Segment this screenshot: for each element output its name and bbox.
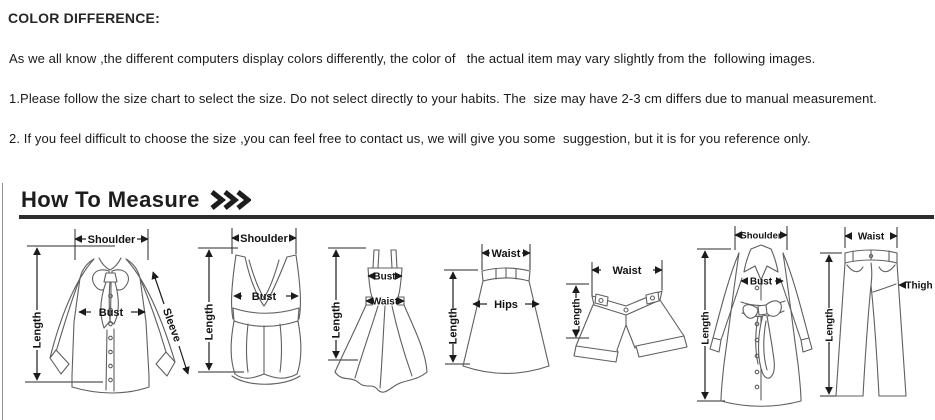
skirt-hips-label: Hips [494,299,518,311]
skirt-panel [440,224,565,412]
shorts-length-label: Length [571,298,583,332]
pants-length-label: Length [824,308,836,342]
dress-length-label: Length [330,301,343,339]
color-note-paragraph: As we all know ,the different computers display colors differently, the color of the actual item may vary slightly from the following images. [9,51,816,66]
blouse-length-label: Length [31,311,44,349]
blouse-diagram [7,224,192,412]
tank-top-diagram [192,224,322,412]
skirt-length-label: Length [447,307,460,345]
dress-panel [322,224,440,412]
tank-top-length-label: Length [203,303,216,341]
tank-top-bust-label: Bust [251,291,277,303]
dress-bust-label: Bust [373,271,396,283]
tank-top-shoulder-label: Shoulder [240,233,288,245]
pants-waist-label: Waist [857,231,885,243]
blouse-shoulder-label: Shoulder [87,234,136,246]
page-title: COLOR DIFFERENCE: [8,10,160,26]
garment-diagrams [3,224,934,412]
shorts-waist-label: Waist [612,265,642,277]
pants-diagram [820,224,934,412]
coat-length-label: Length [700,311,712,345]
tank-top-panel [192,224,322,412]
triple-chevron-icon [209,190,251,210]
skirt-diagram [440,224,565,412]
coat-shoulder-label: Shoulder [740,230,782,242]
blouse-panel [7,224,192,412]
measure-title: How To Measure [21,186,200,212]
skirt-waist-label: Waist [491,248,521,260]
coat-diagram [695,224,820,412]
pants-panel [820,224,934,412]
header-rule [19,215,934,219]
size-note-paragraph-2: 2. If you feel difficult to choose the size ,you can feel free to contact us, we will give you some suggestion, but it is for you reference only. [9,131,811,146]
shorts-diagram [565,224,695,412]
blouse-bust-label: Bust [98,307,124,319]
size-note-paragraph-1: 1.Please follow the size chart to select the size. Do not select directly to your habits. The size may have 2-3 cm differs due to manual measurement. [9,91,877,106]
how-to-measure-section [2,183,934,420]
dress-diagram [322,224,440,412]
coat-bust-label: Bust [749,276,773,288]
dress-waist-label: Waist [371,296,399,308]
shorts-panel [565,224,695,412]
measure-header [3,183,934,213]
pants-thigh-label: Thigh [905,280,933,292]
coat-panel [695,224,820,412]
blouse-sleeve-label: Sleeve [159,306,184,344]
